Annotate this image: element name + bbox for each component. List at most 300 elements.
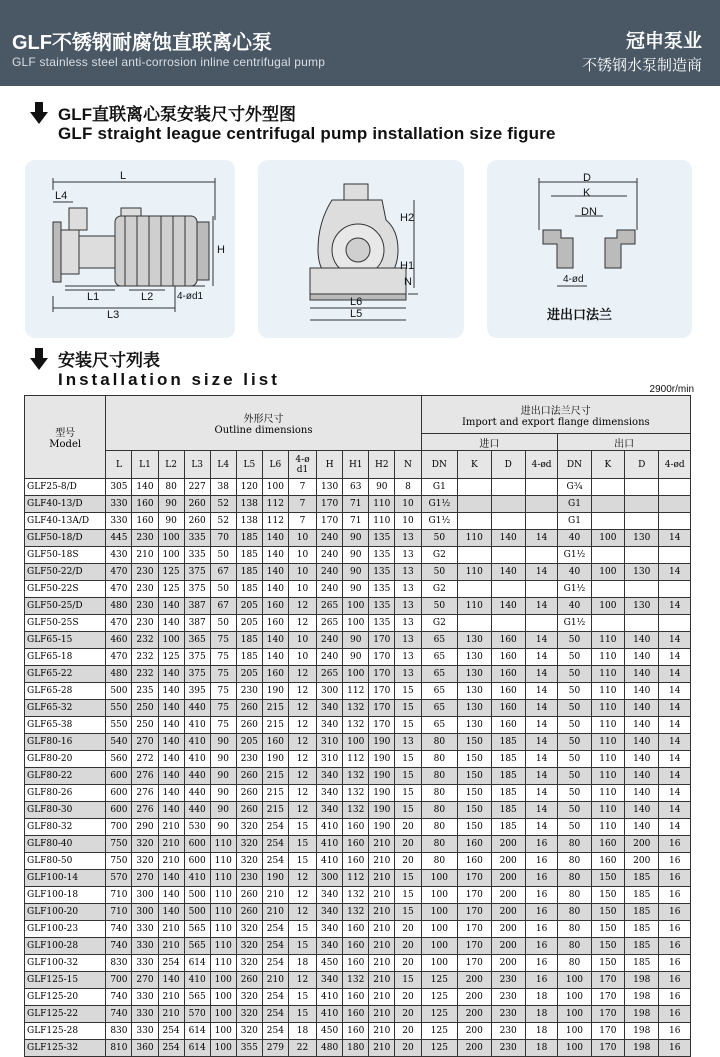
installation-size-table <box>24 395 691 1057</box>
column-header: K <box>458 451 491 479</box>
table-cell: 16 <box>525 972 557 989</box>
table-cell: 740 <box>106 1006 132 1023</box>
table-cell: 140 <box>158 666 184 683</box>
table-cell: 90 <box>343 547 369 564</box>
table-row <box>25 1023 691 1040</box>
table-cell: 276 <box>132 785 158 802</box>
table-cell <box>458 581 491 598</box>
table-cell: 110 <box>210 904 236 921</box>
table-cell: 185 <box>236 649 262 666</box>
table-cell: 100 <box>421 904 458 921</box>
table-cell: 230 <box>132 615 158 632</box>
table-row <box>25 615 691 632</box>
table-row <box>25 632 691 649</box>
table-cell: 310 <box>317 734 343 751</box>
table-cell: 150 <box>458 734 491 751</box>
table-cell: G1½ <box>558 615 591 632</box>
table-cell: 198 <box>625 972 659 989</box>
table-cell: 14 <box>659 734 691 751</box>
table-cell: 110 <box>210 955 236 972</box>
table-cell: 132 <box>343 768 369 785</box>
table-cell <box>491 496 525 513</box>
table-cell: 132 <box>343 785 369 802</box>
table-cell: 75 <box>210 632 236 649</box>
table-cell: 185 <box>491 751 525 768</box>
model-cell: GLF50-18S <box>25 547 106 564</box>
table-cell: 200 <box>491 921 525 938</box>
table-cell: 320 <box>236 853 262 870</box>
table-cell: G2 <box>421 547 458 564</box>
table-cell: 70 <box>210 530 236 547</box>
table-cell: 14 <box>525 649 557 666</box>
table-cell: 200 <box>458 989 491 1006</box>
table-cell: 10 <box>395 513 421 530</box>
table-cell: 16 <box>525 836 557 853</box>
table-cell <box>625 496 659 513</box>
table-cell: 50 <box>558 717 591 734</box>
model-cell: GLF65-18 <box>25 649 106 666</box>
table-cell: 170 <box>369 700 395 717</box>
table-cell: 100 <box>558 1006 591 1023</box>
table-cell <box>525 547 557 564</box>
table-cell: 80 <box>558 887 591 904</box>
model-header <box>25 396 106 479</box>
table-cell: 185 <box>625 955 659 972</box>
table-cell: 10 <box>288 581 316 598</box>
table-row <box>25 666 691 683</box>
table-cell: 100 <box>262 479 288 496</box>
table-cell: 65 <box>421 717 458 734</box>
table-cell: 160 <box>262 666 288 683</box>
table-cell: 12 <box>288 666 316 683</box>
model-cell: GLF125-28 <box>25 1023 106 1040</box>
table-cell: 570 <box>184 1006 210 1023</box>
table-cell: 130 <box>625 530 659 547</box>
table-cell: 65 <box>421 683 458 700</box>
table-cell: 232 <box>132 666 158 683</box>
table-cell: 340 <box>317 785 343 802</box>
table-cell: 240 <box>317 632 343 649</box>
table-cell: 198 <box>625 1006 659 1023</box>
table-cell: 80 <box>558 836 591 853</box>
table-cell: 170 <box>458 870 491 887</box>
table-cell: 200 <box>458 1023 491 1040</box>
table-cell: 16 <box>525 955 557 972</box>
table-cell <box>491 581 525 598</box>
table-row <box>25 513 691 530</box>
table-cell: 100 <box>421 887 458 904</box>
model-header-en: Model <box>49 439 82 450</box>
table-cell <box>458 615 491 632</box>
table-cell: 13 <box>395 666 421 683</box>
table-cell: 340 <box>317 921 343 938</box>
table-cell: 265 <box>317 598 343 615</box>
table-cell: 71 <box>343 496 369 513</box>
table-cell: 254 <box>262 1023 288 1040</box>
table-cell: 90 <box>210 734 236 751</box>
table-cell: 600 <box>106 802 132 819</box>
table-cell: 80 <box>421 734 458 751</box>
table-cell: 140 <box>132 479 158 496</box>
dim-label-L4: L4 <box>55 190 68 202</box>
table-cell: 190 <box>262 683 288 700</box>
header-title-en: GLF stainless steel anti-corrosion inline centrifugal pump <box>12 55 326 69</box>
table-cell: 290 <box>132 819 158 836</box>
table-cell <box>659 615 691 632</box>
table-cell: 335 <box>184 547 210 564</box>
table-cell: 160 <box>343 853 369 870</box>
table-cell: 16 <box>659 938 691 955</box>
table-cell: 14 <box>659 683 691 700</box>
table-cell: 254 <box>158 1023 184 1040</box>
table-cell: 254 <box>262 819 288 836</box>
table-cell: 14 <box>659 530 691 547</box>
column-header: 4-ød <box>659 451 691 479</box>
table-cell: 140 <box>625 700 659 717</box>
table-row <box>25 734 691 751</box>
table-cell: G2 <box>421 581 458 598</box>
table-cell: 125 <box>421 989 458 1006</box>
table-cell: 15 <box>395 768 421 785</box>
table-cell <box>525 513 557 530</box>
table-cell: 355 <box>236 1040 262 1057</box>
table-cell: 75 <box>210 683 236 700</box>
table-cell: 50 <box>210 615 236 632</box>
model-cell: GLF100-20 <box>25 904 106 921</box>
table-cell: 132 <box>343 904 369 921</box>
table-cell: 125 <box>421 1023 458 1040</box>
table-cell: 170 <box>591 1006 624 1023</box>
table-cell: 40 <box>558 564 591 581</box>
table-cell: 140 <box>158 802 184 819</box>
dim-label-D: D <box>583 172 591 184</box>
table-cell: 110 <box>591 785 624 802</box>
table-cell: 130 <box>458 666 491 683</box>
column-header: L4 <box>210 451 236 479</box>
table-cell: 215 <box>262 717 288 734</box>
table-cell: 470 <box>106 649 132 666</box>
table-cell: 110 <box>369 513 395 530</box>
table-cell: 100 <box>210 1006 236 1023</box>
table-cell: 110 <box>591 802 624 819</box>
table-cell: 375 <box>184 581 210 598</box>
table-cell: 132 <box>343 717 369 734</box>
table-cell: 125 <box>158 564 184 581</box>
dim-label-K: K <box>583 187 591 199</box>
table-cell: 185 <box>236 564 262 581</box>
table-cell: 230 <box>491 1023 525 1040</box>
column-header: L3 <box>184 451 210 479</box>
table-cell: 395 <box>184 683 210 700</box>
table-cell: 110 <box>458 530 491 547</box>
table-row <box>25 1040 691 1057</box>
table-cell: 140 <box>158 717 184 734</box>
table-cell: 10 <box>288 564 316 581</box>
model-cell: GLF40-13/D <box>25 496 106 513</box>
table-row <box>25 1006 691 1023</box>
table-cell: 410 <box>317 819 343 836</box>
table-cell: 140 <box>158 734 184 751</box>
table-cell <box>659 496 691 513</box>
table-cell: 15 <box>395 904 421 921</box>
table-row <box>25 921 691 938</box>
table-cell: 340 <box>317 717 343 734</box>
table-cell: 710 <box>106 904 132 921</box>
table-cell: 8 <box>395 479 421 496</box>
model-cell: GLF40-13A/D <box>25 513 106 530</box>
table-cell: 150 <box>458 751 491 768</box>
table-cell: 700 <box>106 819 132 836</box>
table-cell: 500 <box>184 904 210 921</box>
table-cell: 90 <box>210 768 236 785</box>
table-cell: 80 <box>558 938 591 955</box>
table-cell: 276 <box>132 802 158 819</box>
table-cell: 230 <box>236 751 262 768</box>
table-cell: 16 <box>659 836 691 853</box>
table-cell: 15 <box>395 683 421 700</box>
table-cell: 210 <box>369 989 395 1006</box>
table-cell: G1½ <box>558 581 591 598</box>
table-cell: 13 <box>395 598 421 615</box>
table-cell: 160 <box>132 496 158 513</box>
table-cell: 135 <box>369 598 395 615</box>
table-cell: 340 <box>317 887 343 904</box>
table-cell: 210 <box>369 887 395 904</box>
table-cell: 16 <box>659 1023 691 1040</box>
table-cell: 112 <box>343 870 369 887</box>
table-cell: 14 <box>525 683 557 700</box>
table-cell: 750 <box>106 836 132 853</box>
table-cell: 50 <box>558 649 591 666</box>
table-cell: 550 <box>106 700 132 717</box>
table-cell: 340 <box>317 938 343 955</box>
table-cell <box>458 547 491 564</box>
table-cell: 7 <box>288 496 316 513</box>
table-cell: 450 <box>317 955 343 972</box>
table-cell: 135 <box>369 547 395 564</box>
table-row <box>25 955 691 972</box>
pump-side-view-figure <box>25 160 235 338</box>
column-header: H2 <box>369 451 395 479</box>
table-cell: 100 <box>421 955 458 972</box>
flange-header <box>421 396 690 434</box>
table-cell: 440 <box>184 785 210 802</box>
table-cell: 170 <box>458 887 491 904</box>
table-cell: 185 <box>625 938 659 955</box>
table-cell: 135 <box>369 581 395 598</box>
table-cell: 140 <box>158 751 184 768</box>
table-cell: 210 <box>369 904 395 921</box>
table-cell: 16 <box>525 887 557 904</box>
table-cell: 112 <box>262 513 288 530</box>
table-cell: 200 <box>458 1006 491 1023</box>
table-cell: 135 <box>369 564 395 581</box>
table-cell: 710 <box>106 887 132 904</box>
table-cell: 480 <box>106 666 132 683</box>
table-cell: G1½ <box>421 496 458 513</box>
table-cell: 200 <box>625 836 659 853</box>
table-cell: 330 <box>132 1006 158 1023</box>
table-cell: 470 <box>106 615 132 632</box>
table-cell: 375 <box>184 666 210 683</box>
model-cell: GLF80-40 <box>25 836 106 853</box>
table-cell: 160 <box>491 649 525 666</box>
table-cell: 16 <box>659 887 691 904</box>
table-cell: 190 <box>369 802 395 819</box>
table-cell <box>525 581 557 598</box>
table-cell: 530 <box>184 819 210 836</box>
table-cell: 15 <box>395 870 421 887</box>
table-cell: 210 <box>158 989 184 1006</box>
table-cell: 20 <box>395 921 421 938</box>
table-cell: 90 <box>369 479 395 496</box>
table-cell: 320 <box>236 989 262 1006</box>
table-cell: 260 <box>236 785 262 802</box>
table-cell: 160 <box>343 836 369 853</box>
table-cell: 387 <box>184 615 210 632</box>
table-cell: 20 <box>395 836 421 853</box>
table-cell: 210 <box>369 870 395 887</box>
table-cell: 15 <box>288 836 316 853</box>
table-cell: 150 <box>458 819 491 836</box>
table-cell: 90 <box>210 802 236 819</box>
table-cell: 67 <box>210 598 236 615</box>
table-row <box>25 972 691 989</box>
table-cell: 160 <box>491 717 525 734</box>
table-cell: 215 <box>262 768 288 785</box>
table-row <box>25 989 691 1006</box>
table-cell: 15 <box>288 853 316 870</box>
table-cell: 65 <box>421 649 458 666</box>
table-cell: 140 <box>158 768 184 785</box>
table-cell: 130 <box>625 564 659 581</box>
table-cell: 387 <box>184 598 210 615</box>
table-cell: 270 <box>132 972 158 989</box>
dim-label-L1: L1 <box>87 291 100 303</box>
table-cell: 22 <box>288 1040 316 1057</box>
table-cell: 305 <box>106 479 132 496</box>
table-cell: 700 <box>106 972 132 989</box>
table-cell: 112 <box>343 683 369 700</box>
table-cell: 150 <box>458 802 491 819</box>
table-cell: 180 <box>343 1040 369 1057</box>
table-cell: 215 <box>262 785 288 802</box>
table-cell: 12 <box>288 972 316 989</box>
table-cell: 50 <box>558 819 591 836</box>
table-cell: 140 <box>491 530 525 547</box>
table-cell: 570 <box>106 870 132 887</box>
table-cell: 190 <box>369 768 395 785</box>
table-cell: 12 <box>288 785 316 802</box>
table-cell: 110 <box>591 751 624 768</box>
table-cell: 80 <box>421 751 458 768</box>
table-cell: 14 <box>659 717 691 734</box>
table-cell: 14 <box>525 530 557 547</box>
table-cell: 14 <box>659 666 691 683</box>
table-cell: 365 <box>184 632 210 649</box>
column-header: DN <box>558 451 591 479</box>
table-cell: 185 <box>491 768 525 785</box>
table-cell: 410 <box>317 836 343 853</box>
table-cell: 90 <box>158 496 184 513</box>
table-cell: 110 <box>591 649 624 666</box>
model-cell: GLF25-8/D <box>25 479 106 496</box>
table-cell: 14 <box>659 785 691 802</box>
table-cell: 15 <box>288 989 316 1006</box>
table-cell: 740 <box>106 921 132 938</box>
table-cell: 150 <box>458 785 491 802</box>
table-cell: 100 <box>558 989 591 1006</box>
table-cell: 140 <box>625 785 659 802</box>
table-cell: 110 <box>210 887 236 904</box>
table-cell: 160 <box>262 615 288 632</box>
table-cell: 320 <box>132 836 158 853</box>
table-cell: 330 <box>132 1023 158 1040</box>
table-cell: 90 <box>210 785 236 802</box>
table-cell: 270 <box>132 870 158 887</box>
table-cell: 160 <box>343 938 369 955</box>
table-cell: 12 <box>288 751 316 768</box>
table-cell: 160 <box>458 836 491 853</box>
table-cell: 140 <box>262 530 288 547</box>
table-cell: 50 <box>558 768 591 785</box>
table-cell: 410 <box>184 972 210 989</box>
table-cell: 470 <box>106 564 132 581</box>
table-cell: 16 <box>659 989 691 1006</box>
table-cell: 80 <box>421 836 458 853</box>
table-cell: 170 <box>458 938 491 955</box>
table-cell: G1 <box>558 513 591 530</box>
table-cell: 160 <box>491 683 525 700</box>
table-cell: 13 <box>395 547 421 564</box>
page-header <box>0 0 720 86</box>
table-cell: 170 <box>369 632 395 649</box>
table-cell: 170 <box>591 972 624 989</box>
table-cell: 140 <box>625 734 659 751</box>
dim-label-H2: H2 <box>400 212 415 224</box>
table-cell: 235 <box>132 683 158 700</box>
table-cell: 15 <box>395 802 421 819</box>
table-cell: 80 <box>558 853 591 870</box>
table-cell: 125 <box>421 1006 458 1023</box>
table-cell: 614 <box>184 1023 210 1040</box>
table-cell: 100 <box>421 870 458 887</box>
dim-label-d1: 4-ød1 <box>177 291 204 302</box>
table-cell: 130 <box>458 649 491 666</box>
table-cell: 190 <box>369 751 395 768</box>
table-cell: 160 <box>491 666 525 683</box>
table-cell: 440 <box>184 802 210 819</box>
table-cell <box>591 496 624 513</box>
table-cell: 14 <box>525 785 557 802</box>
table-cell: 330 <box>132 938 158 955</box>
column-header: L2 <box>158 451 184 479</box>
table-cell: 375 <box>184 649 210 666</box>
model-cell: GLF80-30 <box>25 802 106 819</box>
model-cell: GLF100-14 <box>25 870 106 887</box>
table-cell: 50 <box>210 547 236 564</box>
table-cell: 205 <box>236 615 262 632</box>
table-cell: 14 <box>525 819 557 836</box>
table-cell: 80 <box>421 785 458 802</box>
table-cell: 110 <box>369 496 395 513</box>
column-header: H <box>317 451 343 479</box>
table-cell: 254 <box>262 938 288 955</box>
table-cell: 125 <box>158 581 184 598</box>
table-cell: 330 <box>132 921 158 938</box>
outline-header-en: Outline dimensions <box>214 425 313 436</box>
column-header: DN <box>421 451 458 479</box>
